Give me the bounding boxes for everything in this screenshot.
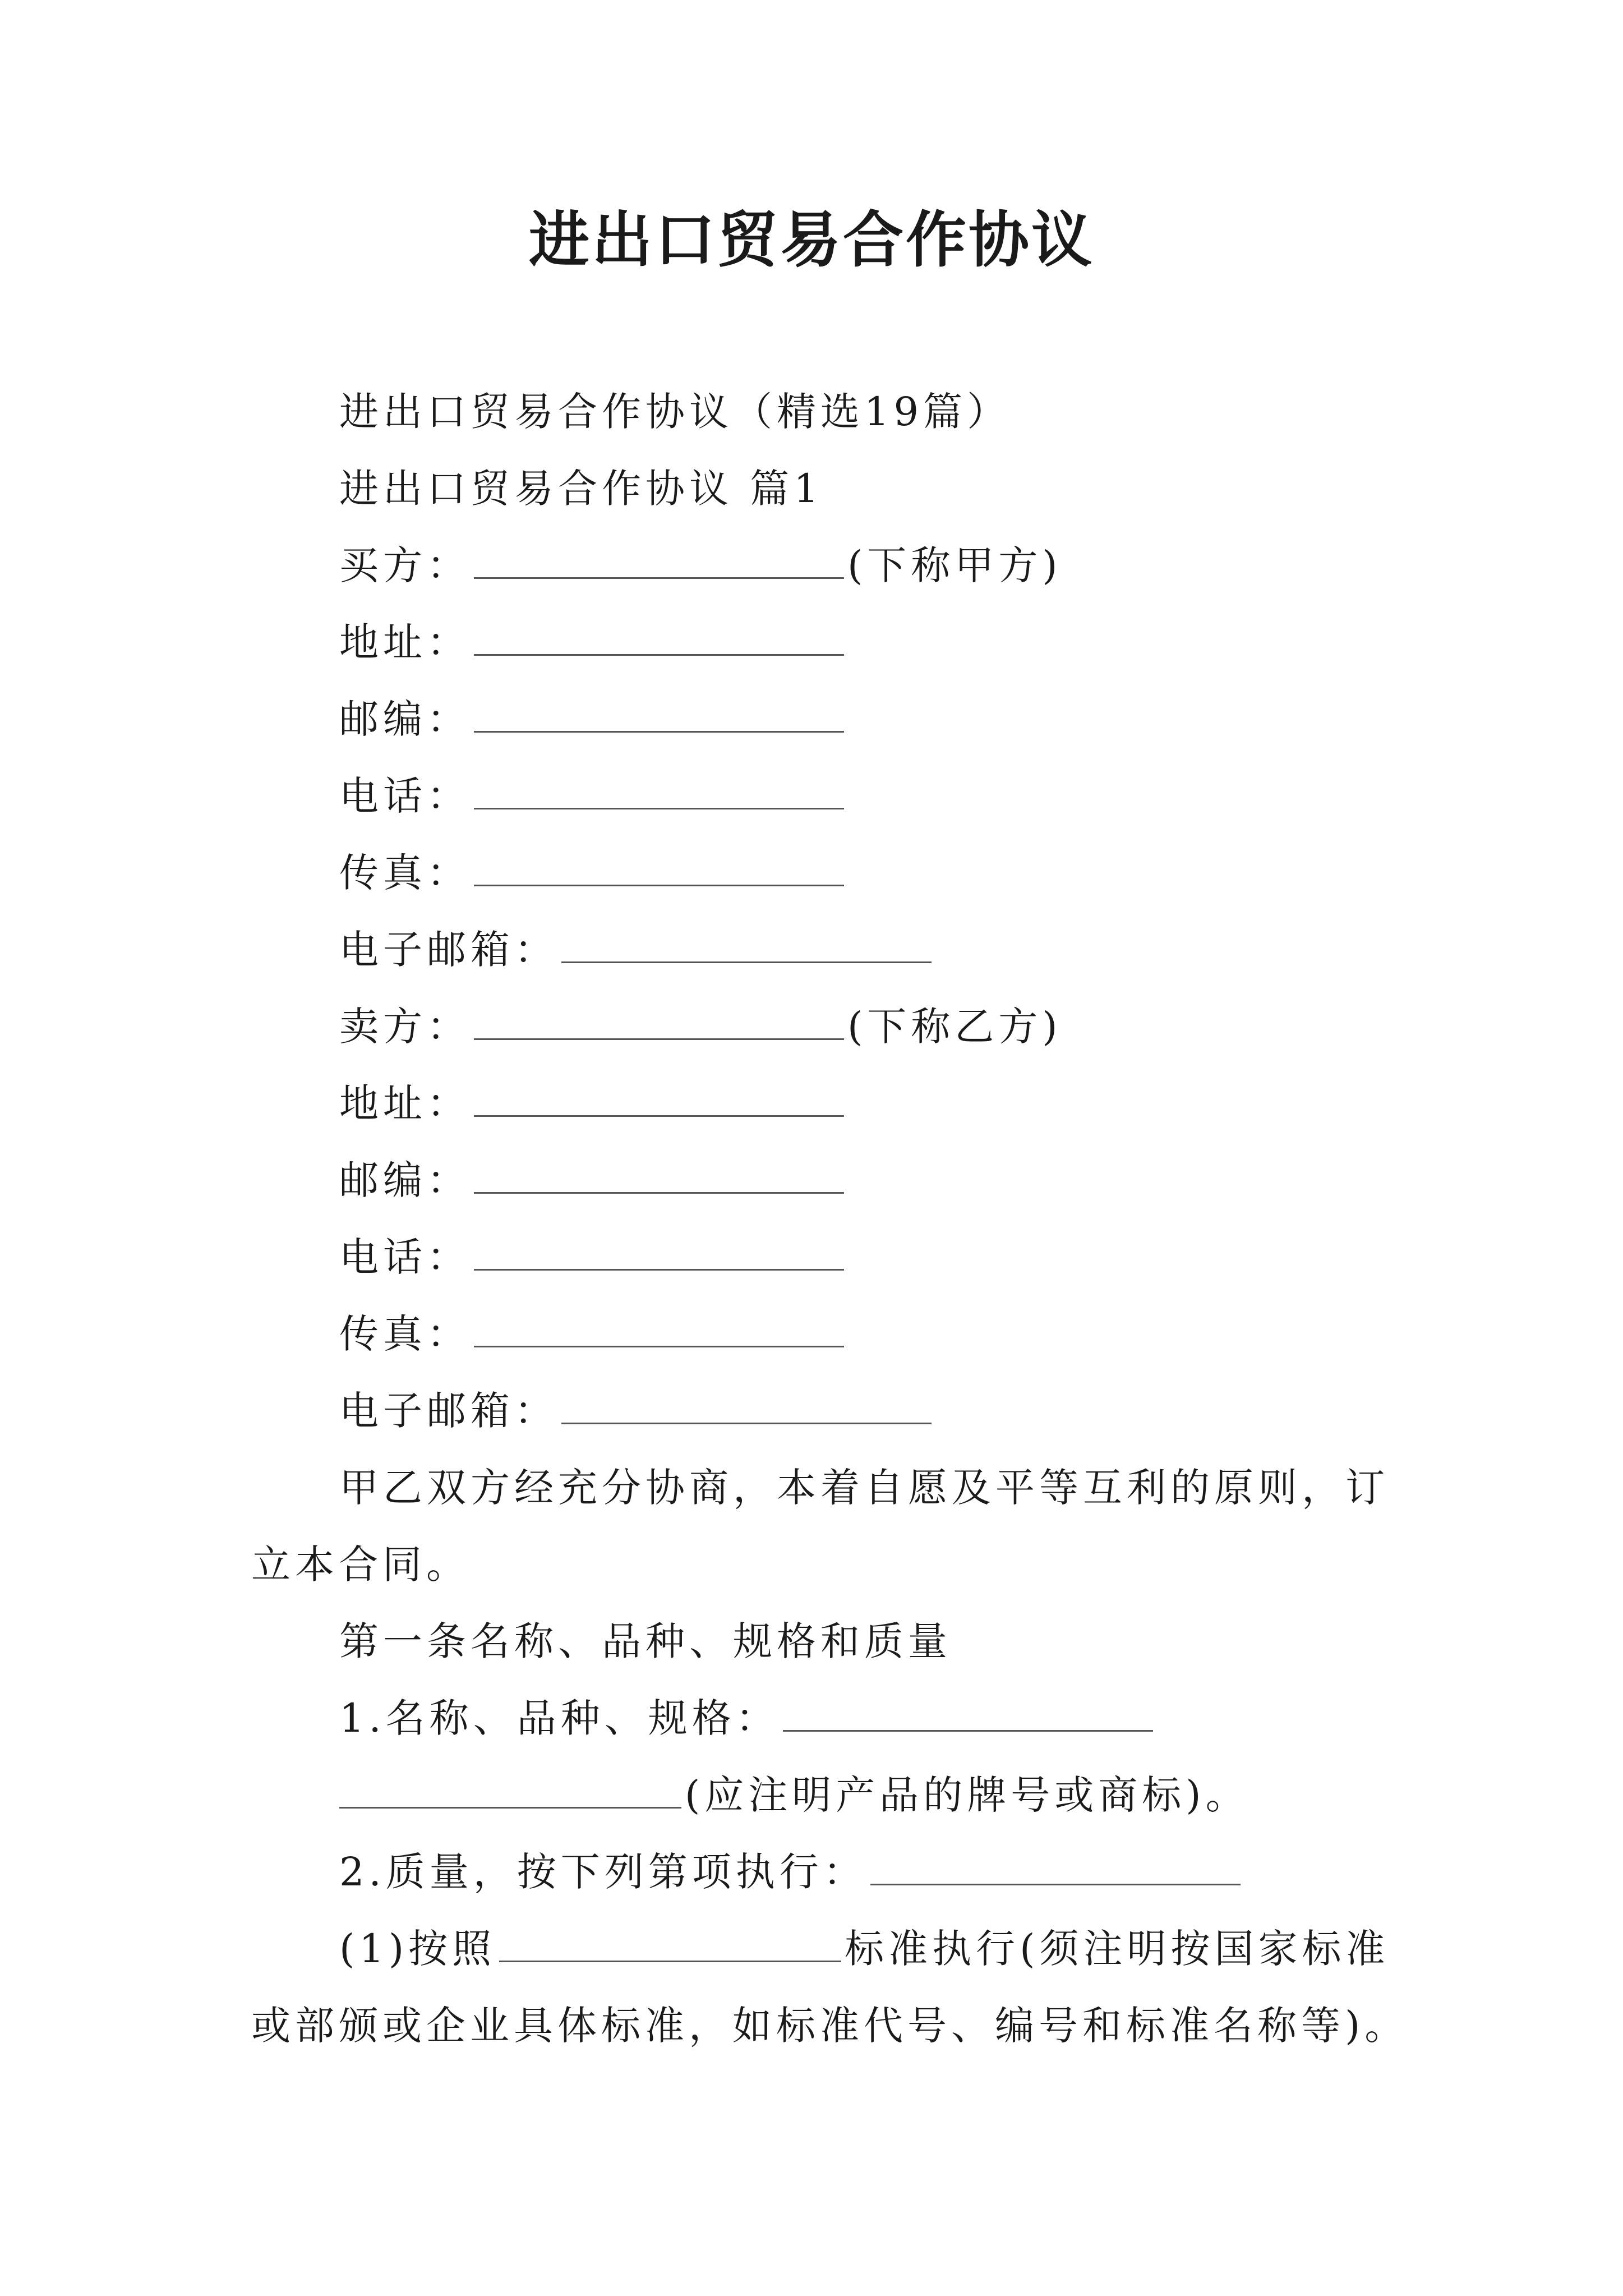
buyer-postcode-blank[interactable] [474,697,844,733]
document-body [251,374,1409,2064]
seller-postcode-label: 邮编： [339,1157,471,1203]
article-1-heading: 第一条名称、品种、规格和质量 [339,1618,952,1664]
buyer-address-line [251,604,1395,681]
item-2-1-suffix: 标准执行(须注明按国家标准 [845,1926,1390,1972]
item-2-label: 2.质量，按下列第项执行： [339,1849,867,1895]
item-1-note: (应注明产品的牌号或商标)。 [685,1772,1249,1818]
seller-phone-line [251,1219,1395,1296]
seller-party-label: 卖方： [339,1004,471,1050]
item-1-line [251,1680,1395,1757]
buyer-fax-label: 传真： [339,850,471,896]
seller-email-label: 电子邮箱： [339,1388,558,1434]
buyer-party-label: 买方： [339,542,471,588]
seller-address-line [251,1065,1395,1142]
buyer-phone-label: 电话： [339,773,471,819]
section-heading: 进出口贸易合作协议 篇1 [339,466,823,512]
seller-email-line [251,1373,1395,1450]
item-2-1-line-2: 或部颁或企业具体标准，如标准代号、编号和标准名称等)。 [251,2003,1409,2049]
document-title: 进出口贸易合作协议 [528,205,1094,275]
buyer-phone-blank[interactable] [474,774,844,809]
buyer-email-label: 电子邮箱： [339,927,558,973]
item-1-continued-blank[interactable] [339,1773,681,1809]
intro-line-2: 立本合同。 [251,1542,470,1588]
buyer-party-note: (下称甲方) [847,542,1062,588]
buyer-fax-line [251,835,1395,912]
seller-party-note: (下称乙方) [847,1004,1062,1050]
seller-name-blank[interactable] [474,1005,844,1040]
buyer-address-blank[interactable] [474,620,844,656]
item-1-label: 1.名称、品种、规格： [339,1695,780,1741]
item-1-note-line [251,1757,1395,1834]
subtitle: 进出口贸易合作协议（精选19篇） [339,389,1011,435]
item-2-line [251,1834,1395,1911]
intro-line-1: 甲乙双方经充分协商，本着自愿及平等互利的原则，订 [339,1465,1389,1511]
buyer-postcode-line [251,681,1395,758]
buyer-party-line [251,527,1395,604]
buyer-name-blank[interactable] [474,544,844,579]
buyer-address-label: 地址： [339,619,471,665]
seller-fax-line [251,1296,1395,1373]
buyer-phone-line [251,758,1395,835]
item-2-1-prefix: (1)按照 [339,1926,496,1972]
seller-email-blank[interactable] [561,1389,932,1424]
seller-party-line [251,988,1395,1065]
buyer-email-line [251,912,1395,988]
buyer-fax-blank[interactable] [474,851,844,886]
seller-phone-label: 电话： [339,1234,471,1280]
seller-address-blank[interactable] [474,1082,844,1117]
seller-address-label: 地址： [339,1080,471,1126]
seller-postcode-blank[interactable] [474,1158,844,1194]
seller-fax-blank[interactable] [474,1312,844,1347]
item-2-1-blank[interactable] [499,1927,841,1962]
item-1-blank[interactable] [783,1696,1153,1732]
item-2-blank[interactable] [870,1850,1241,1885]
seller-phone-blank[interactable] [474,1235,844,1271]
seller-fax-label: 传真： [339,1311,471,1357]
buyer-email-blank[interactable] [561,928,932,963]
seller-postcode-line [251,1142,1395,1219]
item-2-1-line [251,1911,1395,1987]
buyer-postcode-label: 邮编： [339,696,471,742]
